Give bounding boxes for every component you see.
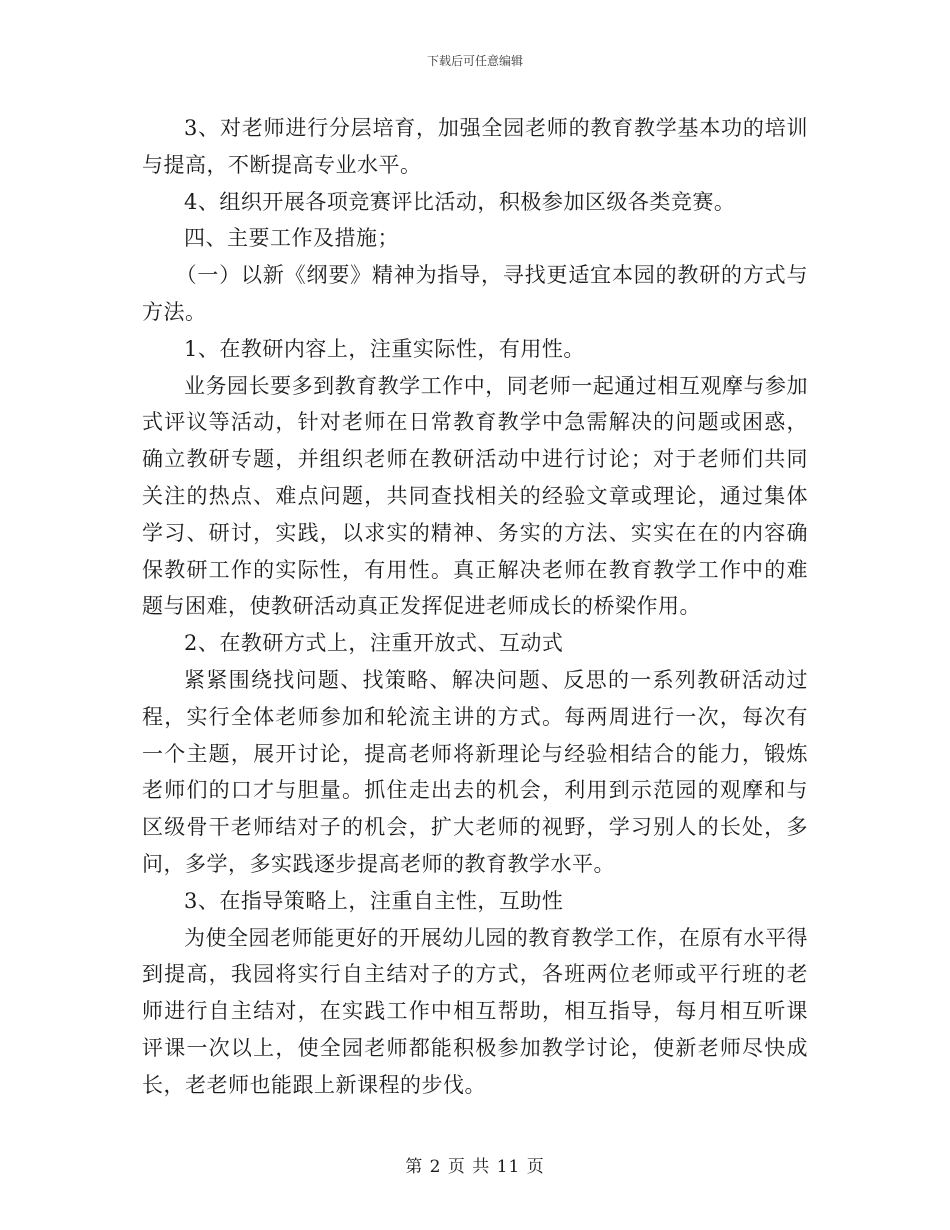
document-body (142, 110, 808, 1104)
paragraph-item-3-training: 3、对老师进行分层培育，加强全园老师的教育教学基本功的培训与提高，不断提高专业水平。 (142, 116, 808, 177)
page-number-footer: 第 2 页 共 11 页 (405, 1157, 545, 1177)
paragraph-item-2-method: 2、在教研方式上，注重开放式、互动式 (184, 631, 564, 656)
section-heading-main-work: 四、主要工作及措施； (184, 226, 399, 251)
paragraph-item-3-strategy: 3、在指导策略上，注重自主性，互助性 (184, 888, 564, 913)
paragraph-body-1: 业务园长要多到教育教学工作中，同老师一起通过相互观摩与参加式评议等活动，针对老师在日常教育教学中急需解决的问题或困惑，确立教研专题，并组织老师在教研活动中进行讨论；对于老师们共同关注的热点、难点问题，共同查找相关的经验文章或理论，通过集体学习、研讨，实践，以求实的精神、务实的方法、实实在在的内容确保教研工作的实际性，有用性。真正解决老师在教育教学工作中的难题与困难，使教研活动真正发挥促进老师成长的桥梁作用。 (142, 373, 808, 619)
page-header-note: 下载后可任意编辑 (426, 54, 523, 68)
paragraph-body-2: 紧紧围绕找问题、找策略、解决问题、反思的一系列教研活动过程，实行全体老师参加和轮流主讲的方式。每两周进行一次，每次有一个主题，展开讨论，提高老师将新理论与经验相结合的能力，锻炼老师们的口才与胆量。抓住走出去的机会，利用到示范园的观摩和与区级骨干老师结对子的机会，扩大老师的视野，学习别人的长处，多问，多学，多实践逐步提高老师的教育教学水平。 (142, 667, 808, 876)
paragraph-item-4-competitions: 4、组织开展各项竞赛评比活动，积极参加区级各类竞赛。 (184, 189, 736, 214)
paragraph-item-1-content: 1、在教研内容上，注重实际性，有用性。 (184, 336, 585, 361)
paragraph-body-3: 为使全园老师能更好的开展幼儿园的教育教学工作，在原有水平得到提高，我园将实行自主结对子的方式，各班两位老师或平行班的老师进行自主结对，在实践工作中相互帮助，相互指导，每月相互听课评课一次以上，使全园老师都能积极参加教学讨论，使新老师尽快成长，老老师也能跟上新课程的步伐。 (142, 925, 808, 1097)
subsection-heading-1: （一）以新《纲要》精神为指导，寻找更适宜本园的教研的方式与方法。 (142, 263, 808, 324)
